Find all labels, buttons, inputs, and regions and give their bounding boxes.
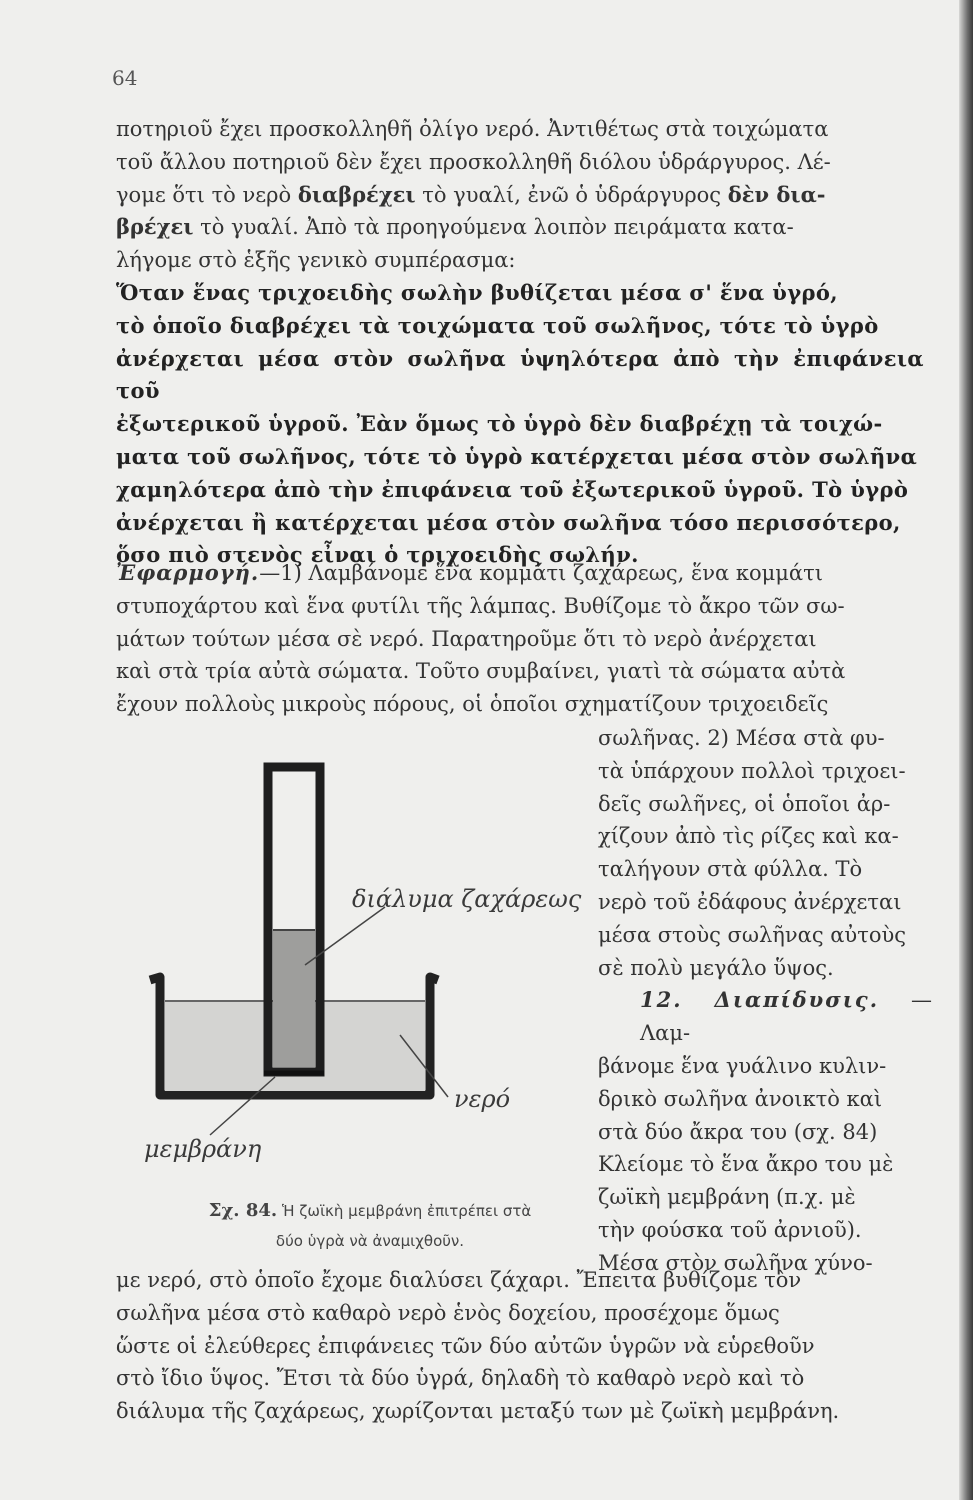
- text-line: με νερό, στὸ ὁποῖο ἔχομε διαλύσει ζάχαρι. Ἔπειτα βυθίζομε τὸν: [116, 1268, 802, 1292]
- text-line: νερὸ τοῦ ἐδάφους ἀνέρχεται: [598, 889, 902, 914]
- text-line: ἀνέρχεται μέσα στὸν σωλῆνα ὑψηλότερα ἀπὸ τὴν ἐπιφάνεια τοῦ: [116, 345, 924, 404]
- text-line: Κλείομε τὸ ἕνα ἄκρο του μὲ: [598, 1152, 894, 1177]
- text-line: διάλυμα τῆς ζαχάρεως, χωρίζονται μεταξύ των μὲ ζωϊκὴ μεμβράνη.: [116, 1399, 840, 1424]
- text-line: σὲ πολὺ μεγάλο ὕψος.: [598, 955, 834, 980]
- label-water: νερό: [454, 1085, 511, 1113]
- text-line: γομε ὅτι τὸ νερὸ διαβρέχει τὸ γυαλί, ἐνῶ ὁ ὑδράργυρος δὲν δια-: [116, 181, 826, 207]
- text-line: τὰ ὑπάρχουν πολλοὶ τριχοει-: [598, 758, 906, 783]
- term-does-not-wet: δὲν δια-: [727, 181, 826, 207]
- text-line: μάτων τούτων μέσα σὲ νερό. Παρατηροῦμε ὅτι τὸ νερὸ ἀνέρχεται: [116, 626, 817, 651]
- figure-84-osmosis-apparatus: [130, 755, 590, 1175]
- text-line: τοῦ ἄλλου ποτηριοῦ δὲν ἔχει προσκολληθῆ διόλου ὑδράργυρος. Λέ-: [116, 149, 831, 174]
- text-line: δρικὸ σωλῆνα ἀνοικτὸ καὶ: [598, 1086, 883, 1111]
- apparatus-drawing: [130, 755, 590, 1175]
- text-line: τὸ ὁποῖο διαβρέχει τὰ τοιχώματα τοῦ σωλῆνος, τότε τὸ ὑγρὸ: [116, 312, 879, 338]
- text-line: λήγομε στὸ ἑξῆς γενικὸ συμπέρασμα:: [116, 248, 516, 273]
- paragraph-law: [116, 277, 924, 572]
- caption-number: Σχ. 84.: [208, 1200, 278, 1221]
- text-line: σωλῆνα μέσα στὸ καθαρὸ νερὸ ἑνὸς δοχείου, προσέχομε ὅμως: [116, 1300, 780, 1325]
- text-line: Ὅταν ἕνας τριχοειδὴς σωλὴν βυθίζεται μέσα σ' ἕνα ὑγρό,: [116, 280, 838, 305]
- text-line: δεῖς σωλῆνες, οἱ ὁποῖοι ἀρ-: [598, 791, 891, 816]
- section-heading-osmosis: 12. Διαπίδυσις. — Λαμ-: [640, 987, 932, 1046]
- sugar-solution: [273, 930, 315, 1067]
- text-line: στὸ ἴδιο ὕψος. Ἔτσι τὰ δύο ὑγρά, δηλαδὴ τὸ καθαρὸ νερὸ καὶ τὸ: [116, 1366, 805, 1391]
- application-heading: Ἐφαρμογή.: [116, 560, 260, 585]
- scan-edge-shadow: [959, 0, 973, 1500]
- paragraph-application: [116, 557, 924, 721]
- text-line: μέσα στοὺς σωλῆνας αὐτοὺς: [598, 922, 906, 947]
- text-line: ὅσο πιὸ στενὸς εἶναι ὁ τριχοειδὴς σωλήν.: [116, 542, 639, 568]
- text-line: βάνομε ἕνα γυάλινο κυλιν-: [598, 1053, 887, 1078]
- label-sugar-solution: διάλυμα ζαχάρεως: [352, 885, 582, 913]
- text-line: χίζουν ἀπὸ τὶς ρίζες καὶ κα-: [598, 824, 899, 849]
- text-line: ζωϊκὴ μεμβράνη (π.χ. μὲ: [598, 1185, 856, 1210]
- label-membrane: μεμβράνη: [144, 1135, 262, 1163]
- text-line: καὶ στὰ τρία αὐτὰ σώματα. Τοῦτο συμβαίνει, γιατὶ τὰ σώματα αὐτὰ: [116, 659, 846, 684]
- text-line: ταλήγουν στὰ φύλλα. Τὸ: [598, 857, 863, 882]
- text-line: χαμηλότερα ἀπὸ τὴν ἐπιφάνεια τοῦ ἐξωτερικοῦ ὑγροῦ. Τὸ ὑγρὸ: [116, 476, 909, 502]
- text-line: Ἐφαρμογή.—1) Λαμβάνομε ἕνα κομμάτι ζαχάρεως, ἕνα κομμάτι: [116, 560, 823, 585]
- text-line: ποτηριοῦ ἔχει προσκολληθῆ ὀλίγο νερό. Ἀντιθέτως στὰ τοιχώματα: [116, 117, 829, 141]
- text-line: σωλῆνας. 2) Μέσα στὰ φυ-: [598, 726, 885, 750]
- page-number: 64: [112, 66, 138, 90]
- text-line: ματα τοῦ σωλῆνος, τότε τὸ ὑγρὸ κατέρχεται μέσα στὸν σωλῆνα: [116, 443, 918, 469]
- text-line: Μέσα στὸν σωλῆνα χύνο-: [598, 1250, 873, 1275]
- text-line: στὰ δύο ἄκρα του (σχ. 84): [598, 1119, 878, 1144]
- text-line: ἔχουν πολλοὺς μικροὺς πόρους, οἱ ὁποῖοι σχηματίζουν τριχοειδεῖς: [116, 692, 829, 717]
- paragraph-side-column: [598, 722, 932, 1280]
- paragraph-intro: [116, 113, 924, 277]
- paragraph-osmosis-continued: [116, 1264, 924, 1428]
- text-line: ἀνέρχεται ἢ κατέρχεται μέσα στὸν σωλῆνα τόσο περισσότερο,: [116, 509, 901, 535]
- text-line: τὴν φούσκα τοῦ ἀρνιοῦ).: [598, 1217, 862, 1242]
- text-line: στυποχάρτου καὶ ἕνα φυτίλι τῆς λάμπας. Βυθίζομε τὸ ἄκρο τῶν σω-: [116, 593, 845, 618]
- figure-caption: Σχ. 84. Ἡ ζωϊκὴ μεμβράνη ἐπιτρέπει στὰ δύο ὑγρὰ νὰ ἀναμιχθοῦν.: [208, 1200, 532, 1250]
- text-line: βρέχει τὸ γυαλί. Ἀπὸ τὰ προηγούμενα λοιπὸν πειράματα κατα-: [116, 214, 794, 240]
- term-wets: διαβρέχει: [297, 181, 416, 207]
- text-line: ὥστε οἱ ἐλεύθερες ἐπιφάνειες τῶν δύο αὐτῶν ὑγρῶν νὰ εὑρεθοῦν: [116, 1333, 815, 1358]
- text-line: ἐξωτερικοῦ ὑγροῦ. Ἐὰν ὅμως τὸ ὑγρὸ δὲν διαβρέχῃ τὰ τοιχώ-: [116, 411, 883, 437]
